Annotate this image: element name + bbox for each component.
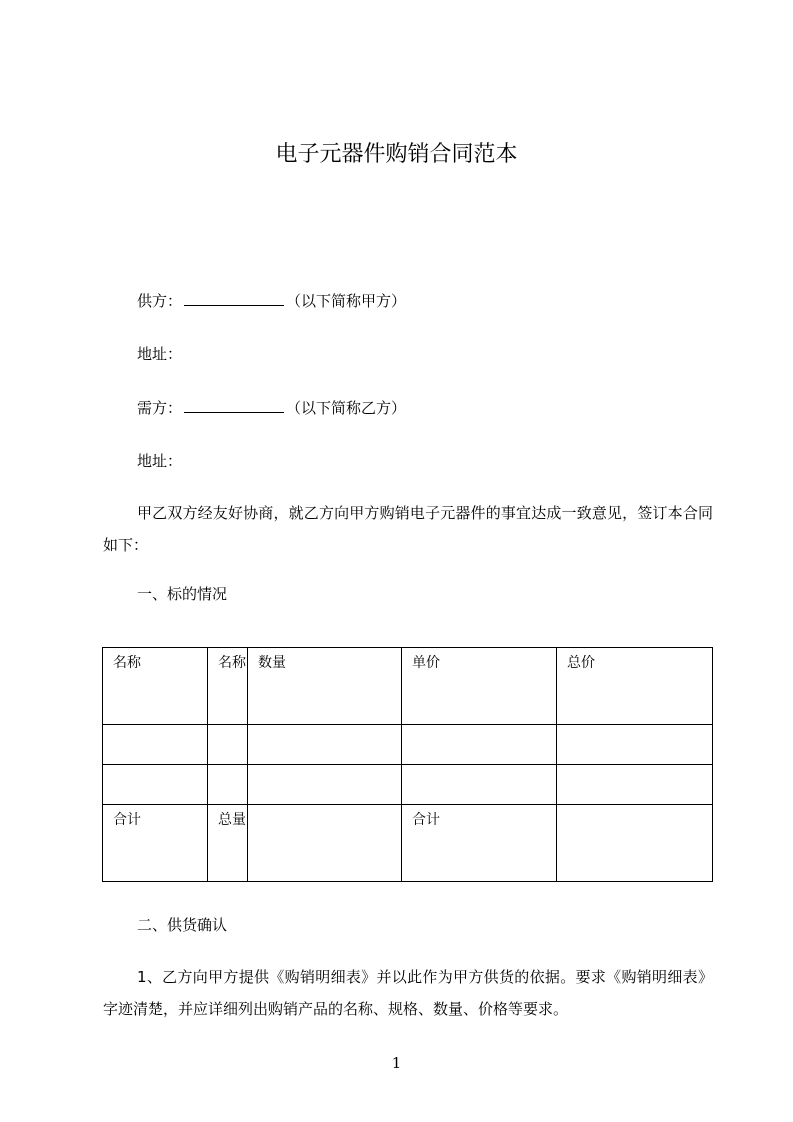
buyer-address-line [137, 450, 182, 472]
table-cell [402, 725, 557, 765]
buyer-address-label: 地址： [137, 452, 183, 470]
table-cell [208, 725, 248, 765]
section2-item1: 1、乙方向甲方提供《购销明细表》并以此作为甲方供货的依据。要求《购销明细表》字迹清楚，并应详细列出购销产品的名称、规格、数量、价格等要求。 [103, 968, 713, 1018]
table-header-row [103, 648, 713, 725]
table-cell [103, 725, 208, 765]
supplier-line [137, 290, 406, 312]
table-footer-row [103, 805, 713, 882]
intro-paragraph: 甲乙双方经友好协商，就乙方向甲方购销电子元器件的事宜达成一致意见，签订本合同如下： [103, 504, 713, 554]
document-title: 电子元器件购销合同范本 [275, 142, 518, 167]
table-cell: 合计 [402, 805, 557, 882]
buyer-suffix: （以下简称乙方） [286, 399, 407, 417]
table-cell [103, 765, 208, 805]
section2-heading: 二、供货确认 [137, 916, 228, 934]
table-cell [248, 765, 402, 805]
supplier-suffix: （以下简称甲方） [286, 292, 407, 310]
buyer-line [137, 397, 406, 419]
table-cell: 总量 [208, 805, 248, 882]
table-cell [248, 805, 402, 882]
table-cell [557, 805, 713, 882]
supplier-address-label: 地址： [137, 345, 183, 363]
buyer-label: 需方： [137, 399, 183, 417]
table-cell: 合计 [103, 805, 208, 882]
supplier-address-line [137, 343, 182, 365]
table-cell [402, 765, 557, 805]
table-row [103, 725, 713, 765]
table-cell [557, 765, 713, 805]
table-row [103, 765, 713, 805]
supplier-label: 供方： [137, 292, 183, 310]
table-cell [248, 725, 402, 765]
table-cell [557, 725, 713, 765]
supplier-blank [184, 291, 284, 306]
table-cell [208, 765, 248, 805]
table-cell: 名称 [103, 648, 208, 725]
table-cell: 数量 [248, 648, 402, 725]
buyer-blank [184, 398, 284, 413]
table-cell: 单价 [402, 648, 557, 725]
section1-heading: 一、标的情况 [137, 585, 228, 603]
goods-table [102, 647, 713, 882]
page-number: 1 [391, 1054, 402, 1072]
table-cell: 总价 [557, 648, 713, 725]
table-cell: 名称 [208, 648, 248, 725]
